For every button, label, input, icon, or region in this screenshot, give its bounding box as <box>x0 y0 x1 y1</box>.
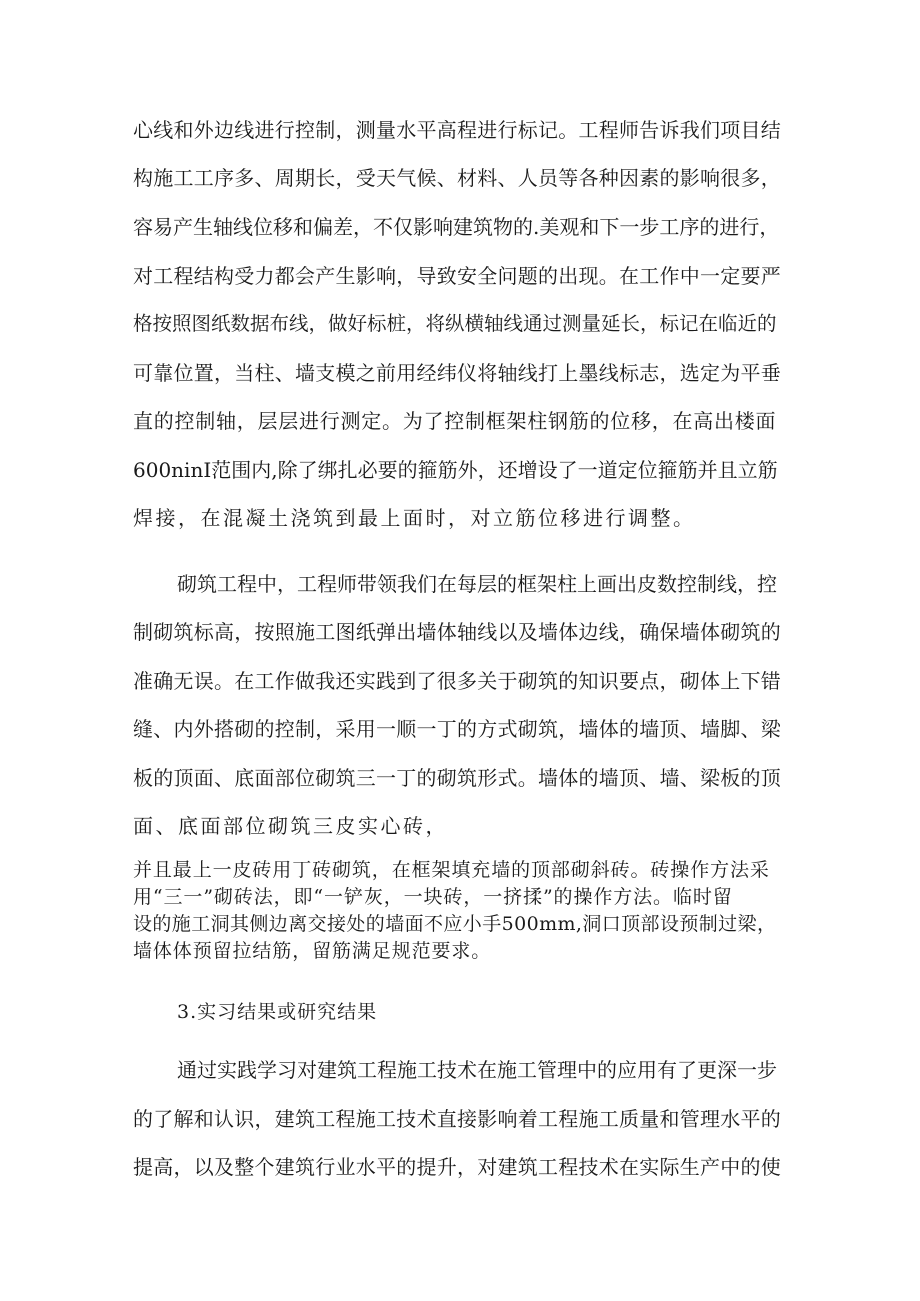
paragraph-1-line-6: 可靠位置，当柱、墙支模之前用经纬仪将轴线打上墨线标志，选定为平垂 <box>133 361 781 385</box>
section-heading: 3.实习结果或研究结果 <box>177 1001 378 1023</box>
paragraph-1-line-5: 格按照图纸数据布线，做好标桩，将纵横轴线通过测量延长，标记在临近的 <box>133 312 777 335</box>
paragraph-1-line-7: 直的控制轴，层层进行测定。为了控制框架柱钢筋的位移，在高出楼面 <box>133 409 777 433</box>
paragraph-1-line-4: 对工程结构受力都会产生影响，导致安全问题的出现。在工作中一定要严 <box>133 264 781 288</box>
paragraph-2-line-1: 砌筑工程中，工程师带领我们在每层的框架柱上画出皮数控制线，控 <box>177 572 777 596</box>
paragraph-2-line-3: 准确无误。在工作做我还实践到了很多关于砌筑的知识要点，砌体上下错 <box>133 669 781 693</box>
paragraph-1-line-3: 容易产生轴线位移和偏差，不仅影响建筑物的.美观和下一步工序的进行， <box>133 215 780 239</box>
paragraph-3-line-1: 并且最上一皮砖用丁砖砌筑，在框架填充墙的顶部砌斜砖。砖操作方法采 <box>133 859 770 881</box>
paragraph-2-line-2: 制砌筑标高，按照施工图纸弹出墙体轴线以及墙体边线，确保墙体砌筑的 <box>133 620 781 644</box>
paragraph-4-line-2: 的了解和认识，建筑工程施工技术直接影响着工程施工质量和管理水平的 <box>133 1107 781 1131</box>
paragraph-1-line-2: 构施工工序多、周期长，受天气候、材料、人员等各种因素的影响很多， <box>133 166 781 190</box>
paragraph-2-line-4: 缝、内外搭砌的控制，采用一顺一丁的方式砌筑，墙体的墙顶、墙脚、梁 <box>133 717 781 741</box>
paragraph-4-line-3: 提高，以及整个建筑行业水平的提升，对建筑工程技术在实际生产中的使 <box>133 1155 781 1179</box>
paragraph-2-line-5: 板的顶面、底面部位砌筑三一丁的砌筑形式。墙体的墙顶、墙、梁板的顶 <box>133 766 781 790</box>
paragraph-1-line-1: 心线和外边线进行控制，测量水平高程进行标记。工程师告诉我们项目结 <box>133 118 781 142</box>
paragraph-2-line-6: 面、底面部位砌筑三皮实心砖， <box>133 814 448 838</box>
paragraph-3-line-2: 用“三一”砌砖法，即“一铲灰，一块砖，一挤揉”的操作方法。临时留 <box>133 886 733 908</box>
paragraph-1-line-9: 焊接，在混凝土浇筑到最上面时，对立筋位移进行调整。 <box>133 506 696 530</box>
paragraph-3-line-4: 墙体体预留拉结筋，留筋满足规范要求。 <box>133 940 492 962</box>
paragraph-1-line-8: 600ninI范围内,除了绑扎必要的箍筋外，还增设了一道定位箍筋并且立筋 <box>133 458 778 482</box>
paragraph-4-line-1: 通过实践学习对建筑工程施工技术在施工管理中的应用有了更深一步 <box>177 1058 777 1082</box>
paragraph-3-line-3: 设的施工洞其侧边离交接处的墙面不应小手500mm,洞口顶部设预制过梁， <box>133 913 777 935</box>
